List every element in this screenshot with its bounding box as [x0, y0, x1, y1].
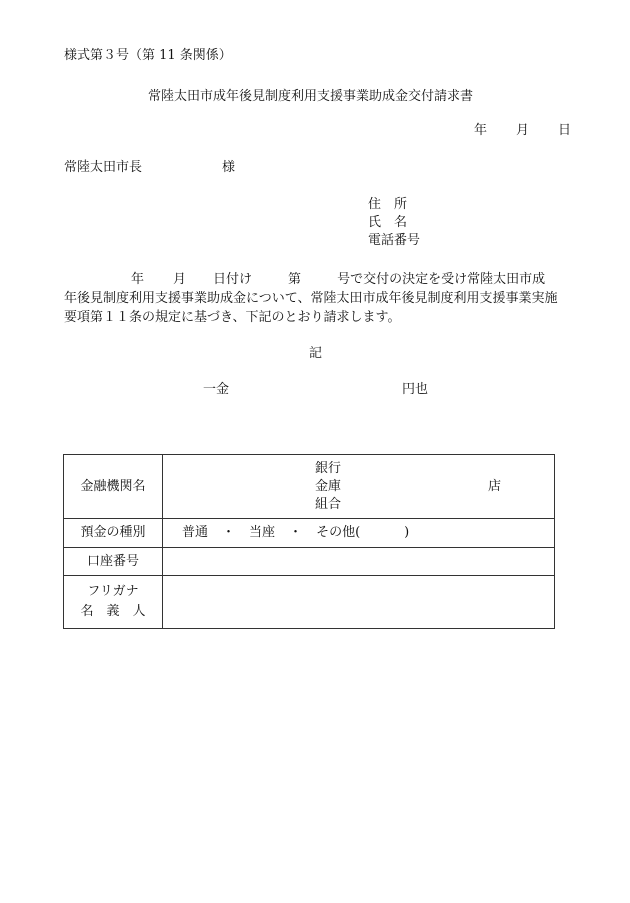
institution-value[interactable] [163, 455, 555, 519]
table-row-deposit-type [64, 519, 555, 548]
body-line-1 [64, 270, 570, 289]
amount-suffix: 円也 [402, 382, 429, 397]
addressee [64, 160, 235, 176]
form-number: 様式第３号（第 11 条関係） [64, 48, 232, 63]
institution-type-shinkin: 金庫 [315, 479, 342, 494]
institution-type-kumiai: 組合 [315, 497, 342, 512]
addressee-honorific: 様 [222, 160, 236, 175]
body-line-2: 年後見制度利用支援事業助成金について、常陸太田市成年後見制度利用支援事業実施 [64, 291, 558, 306]
deposit-option-current[interactable]: 当座 [249, 525, 276, 540]
body-line-1-rest: 号で交付の決定を受け常陸太田市成 [337, 272, 546, 287]
body-year: 年 [131, 272, 145, 287]
ki-heading: 記 [309, 346, 323, 361]
document-title: 常陸太田市成年後見制度利用支援事業助成金交付請求書 [148, 89, 474, 104]
bank-account-table [63, 454, 555, 629]
body-month: 月 [173, 272, 187, 287]
deposit-option-close: ) [404, 525, 410, 540]
body-paragraph [64, 270, 570, 327]
holder-value[interactable] [163, 576, 555, 629]
deposit-option-ordinary[interactable]: 普通 [182, 525, 209, 540]
deposit-separator-2: ・ [289, 525, 303, 540]
holder-label-cell [64, 576, 163, 629]
institution-types [315, 460, 341, 514]
table-row-holder [64, 576, 555, 629]
deposit-type-label: 預金の種別 [64, 519, 163, 548]
table-row-account-number [64, 548, 555, 576]
date-day-label: 日 [558, 123, 572, 138]
body-no: 第 [288, 272, 302, 287]
deposit-separator-1: ・ [222, 525, 236, 540]
branch-suffix: 店 [488, 479, 502, 494]
addressee-name: 常陸太田市長 [64, 160, 143, 175]
date-year-label: 年 [474, 123, 488, 138]
institution-type-bank: 銀行 [315, 461, 342, 476]
applicant-name-label: 氏 名 [368, 215, 408, 230]
body-line-3: 要項第１１条の規定に基づき、下記のとおり請求します。 [64, 310, 401, 325]
account-number-value[interactable] [163, 548, 555, 576]
date-month-label: 月 [516, 123, 530, 138]
institution-label: 金融機関名 [64, 455, 163, 519]
holder-kana-label: フリガナ [87, 584, 139, 599]
holder-label: 名 義 人 [80, 604, 146, 619]
body-dated: 日付け [213, 272, 253, 287]
deposit-option-other[interactable]: その他( [316, 525, 361, 540]
date-line [474, 123, 571, 139]
deposit-type-options[interactable] [163, 519, 555, 548]
applicant-address-label: 住 所 [368, 197, 408, 212]
account-number-label: 口座番号 [64, 548, 163, 576]
applicant-phone-label: 電話番号 [368, 233, 421, 248]
amount-prefix: 一金 [203, 382, 230, 397]
table-row-institution [64, 455, 555, 519]
